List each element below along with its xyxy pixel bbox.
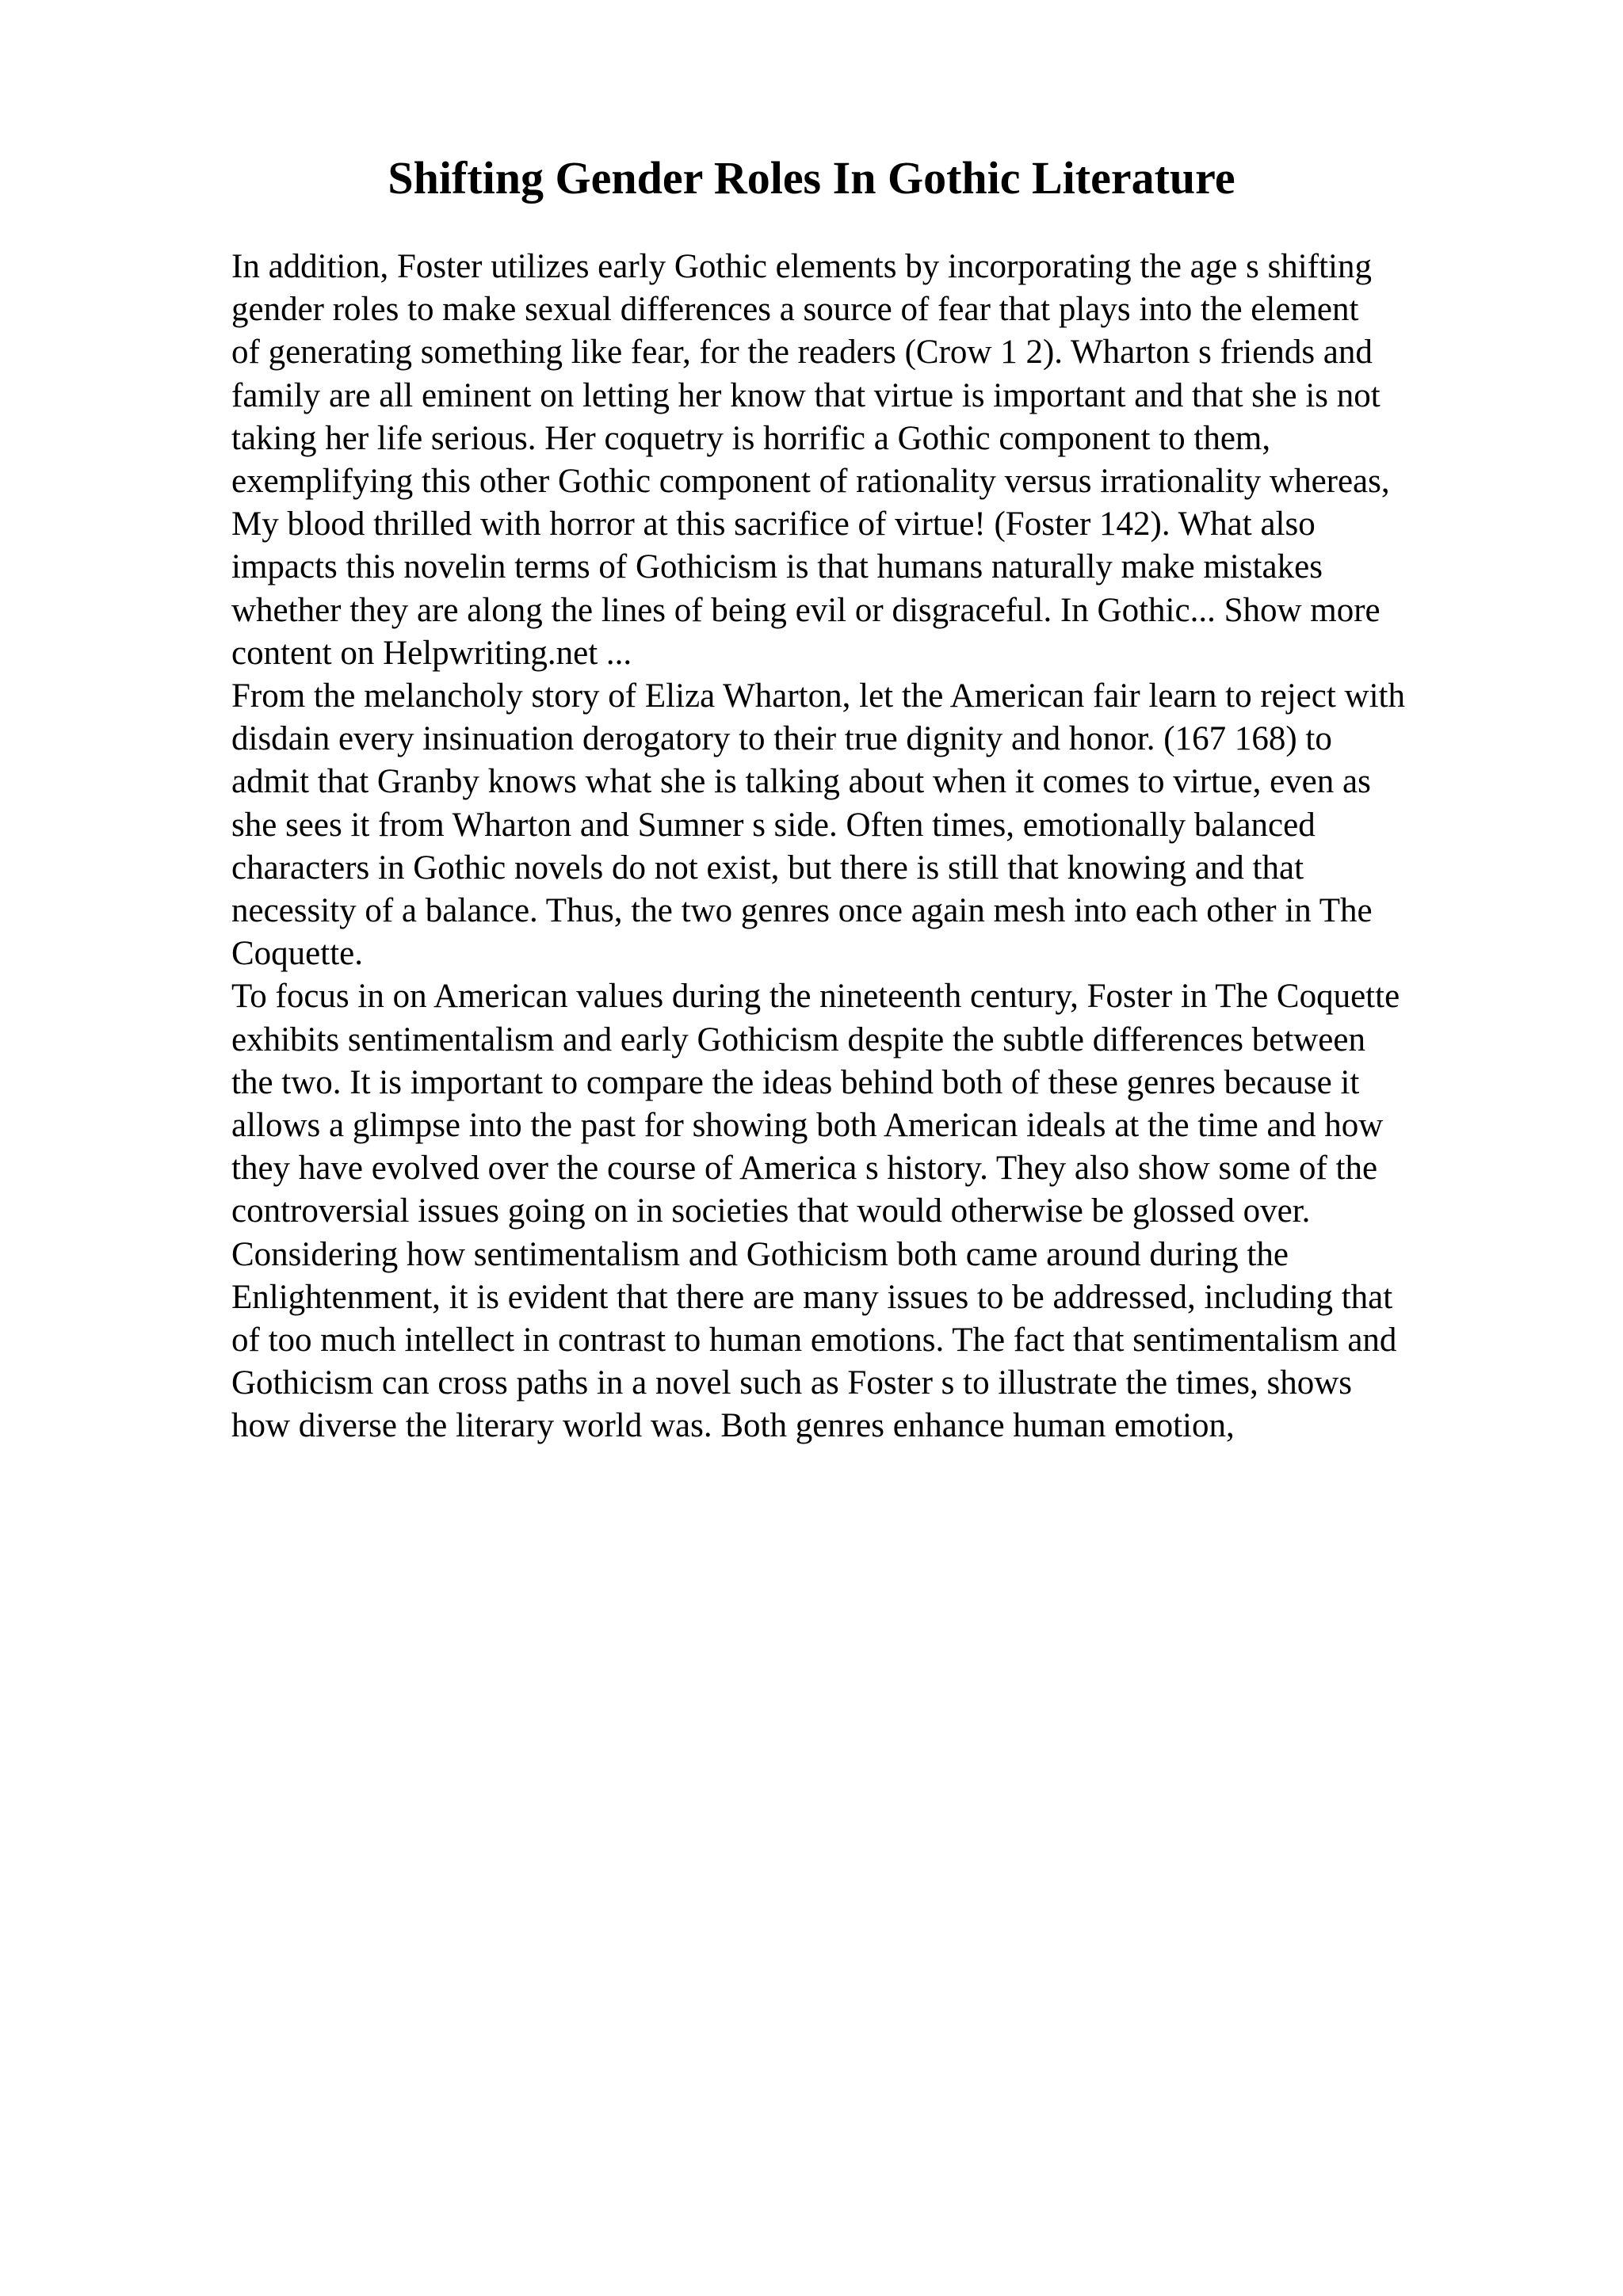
- body-line: family are all eminent on letting her know that virtue is important and that she is not: [231, 376, 1381, 414]
- body-line: the two. It is important to compare the ideas behind both of these genres because it: [231, 1063, 1360, 1101]
- body-line: she sees it from Wharton and Sumner s side. Often times, emotionally balanced: [231, 806, 1316, 844]
- body-line: controversial issues going on in societies that would otherwise be glossed over.: [231, 1192, 1311, 1230]
- body-line: Coquette.: [231, 935, 363, 973]
- body-line: To focus in on American values during the nineteenth century, Foster in The Coquette: [231, 978, 1400, 1016]
- body-line: My blood thrilled with horror at this sacrifice of virtue! (Foster 142). What also: [231, 505, 1316, 543]
- body-line: they have evolved over the course of America s history. They also show some of the: [231, 1150, 1378, 1188]
- body-line: taking her life serious. Her coquetry is horrific a Gothic component to them,: [231, 419, 1271, 457]
- body-line: admit that Granby knows what she is talking about when it comes to virtue, even as: [231, 763, 1371, 801]
- body-line: gender roles to make sexual differences a source of fear that plays into the element: [231, 291, 1359, 329]
- body-line: exhibits sentimentalism and early Gothicism despite the subtle differences between: [231, 1020, 1365, 1058]
- body-line: In addition, Foster utilizes early Gothic elements by incorporating the age s shifting: [231, 248, 1372, 285]
- body-line: whether they are along the lines of being evil or disgraceful. In Gothic... Show more: [231, 591, 1381, 629]
- body-line: Enlightenment, it is evident that there are many issues to be addressed, including that: [231, 1278, 1393, 1316]
- body-line: of generating something like fear, for the readers (Crow 1 2). Wharton s friends and: [231, 334, 1373, 372]
- document-title: Shifting Gender Roles In Gothic Literature: [388, 152, 1235, 204]
- body-line: allows a glimpse into the past for showing both American ideals at the time and how: [231, 1107, 1384, 1145]
- body-line: characters in Gothic novels do not exist, but there is still that knowing and that: [231, 849, 1304, 887]
- body-line: disdain every insinuation derogatory to their true dignity and honor. (167 168) to: [231, 720, 1332, 758]
- body-line: Considering how sentimentalism and Gothicism both came around during the: [231, 1235, 1289, 1273]
- body-line: necessity of a balance. Thus, the two genres once again mesh into each other in The: [231, 892, 1373, 930]
- body-line: From the melancholy story of Eliza Wharton, let the American fair learn to reject with: [231, 677, 1406, 715]
- body-line: Gothicism can cross paths in a novel such as Foster s to illustrate the times, shows: [231, 1364, 1353, 1402]
- body-line: of too much intellect in contrast to human emotions. The fact that sentimentalism and: [231, 1322, 1397, 1360]
- document-body: [231, 246, 1515, 1448]
- body-line: exemplifying this other Gothic component of rationality versus irrationality whereas,: [231, 463, 1390, 501]
- body-line: content on Helpwriting.net ...: [231, 634, 632, 672]
- body-line: how diverse the literary world was. Both genres enhance human emotion,: [231, 1407, 1235, 1445]
- body-line: impacts this novelin terms of Gothicism is that humans naturally make mistakes: [231, 548, 1323, 586]
